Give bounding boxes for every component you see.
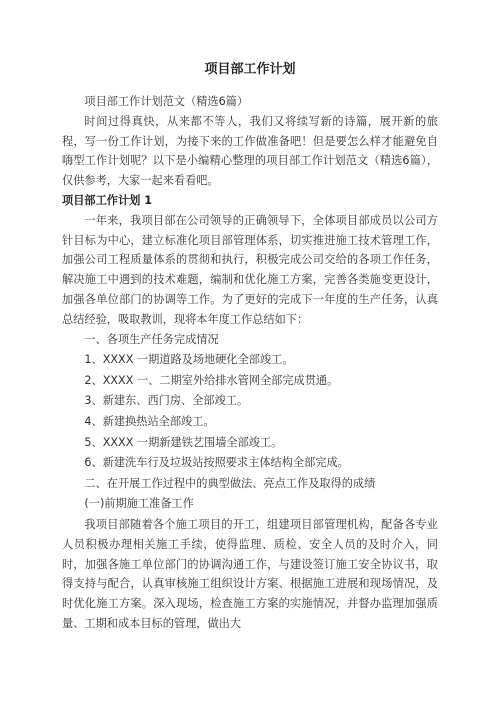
list-item: 2、XXXX 一、二期室外给排水管网全部完成贯通。 [84, 373, 339, 387]
list-item: 1、XXXX 一期道路及场地硬化全部竣工。 [84, 353, 294, 367]
intro-paragraph: 时间过得真快，从来都不等人，我们又将续写新的诗篇，展开新的旅程，写一份工作计划，为接下来的工作做准备吧！但是要怎么样才能避免自嗨型工作计划呢？以下是小编精心整理的项目部工作计划范文（精选6篇），仅供参考，大家一起来看看吧。 [62, 114, 438, 188]
section-heading-2: 二、在开展工作过程中的典型做法、亮点工作及取得的成绩 [84, 476, 376, 490]
subsection-heading: (一)前期施工准备工作 [84, 497, 194, 511]
list-item: 5、XXXX 一期新建铁艺围墙全部竣工。 [84, 435, 283, 449]
final-paragraph: 我项目部随着各个施工项目的开工，组建项目部管理机构，配备各专业人员积极办理相关施工手续，使得监理、质检、安全人员的及时介入，同时，加强各施工单位部门的协调沟通工作，与建设签订施工安全协议书，取得支持与配合，认真审核施工组织设计方案、根据施工进展和现场情况，及时优化施工方案。深入现场，检查施工方案的实施情况，并督办监理加强质量、工期和成本目标的管理，做出大 [62, 517, 438, 630]
list-heading: 一、各项生产任务完成情况 [84, 332, 219, 346]
section-heading-1: 项目部工作计划 1 [62, 193, 152, 207]
section-1-paragraph: 一年来，我项目部在公司领导的正确领导下，全体项目部成员以公司方针目标为中心，建立标准化项目部管理体系，切实推进施工技术管理工作，加强公司工程质量体系的贯彻和执行，积极完成公司交给的各项工作任务，解决施工中遇到的技术难题，编制和优化施工方案，完善各类施变更设计，加强各单位部门的协调等工作。为了更好的完成下一年度的生产任务，认真总结经验，吸取教训，现将本年度工作总结如下： [62, 213, 438, 326]
document-subtitle: 项目部工作计划范文（精选6篇） [84, 95, 249, 108]
list-item: 6、新建洗车行及垃圾站按照要求主体结构全部完成。 [84, 456, 349, 470]
list-item: 3、新建东、西门房、全部竣工。 [84, 394, 249, 408]
list-item: 4、新建换热站全部竣工。 [84, 414, 215, 428]
document-title: 项目部工作计划 [204, 62, 296, 77]
